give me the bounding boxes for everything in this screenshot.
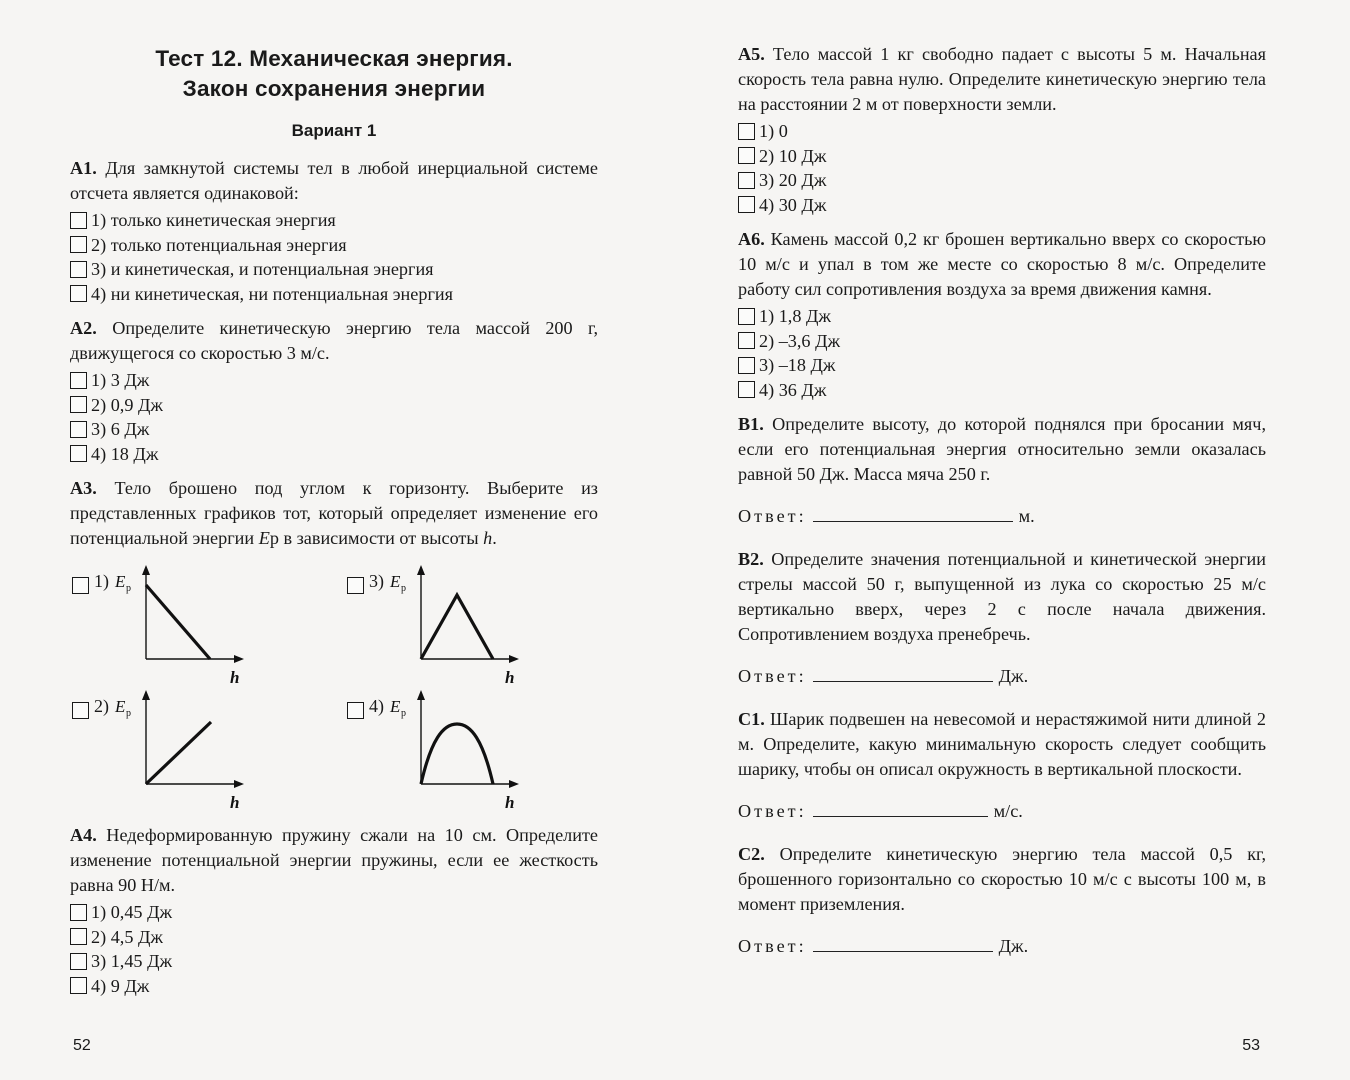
option[interactable]: 4) 30 Дж [738,193,1266,218]
options-list [70,208,598,306]
question-text: А1. Для замкнутой системы тел в любой инерциальной системе отсчета является одинаковой: [70,158,598,203]
question-a3 [70,476,598,812]
options-list [738,119,1266,217]
option[interactable]: 2) только потенциальная энергия [70,233,598,258]
checkbox[interactable] [72,577,89,594]
option[interactable]: 1) 0 [738,119,1266,144]
question-text: В1. Определите высоту, до которой поднялся при бросании мяч, если его потенциальная энергия относительно земли оказалась равной 50 Дж. Масса мяча 250 г. [738,414,1266,484]
svg-text:E: E [115,572,126,591]
question-number: В2. [738,549,764,569]
checkbox[interactable] [72,702,89,719]
graph-option-3[interactable]: E р h 3) [345,565,545,675]
option[interactable]: 1) 3 Дж [70,368,598,393]
option[interactable]: 3) и кинетическая, и потенциальная энергия [70,257,598,282]
question-number: А1. [70,158,97,178]
option[interactable]: 1) 0,45 Дж [70,900,598,925]
answer-unit: Дж. [998,666,1029,686]
checkbox[interactable] [70,977,87,994]
checkbox[interactable] [70,421,87,438]
answer-label: Ответ: [738,936,807,956]
svg-text:E: E [390,697,401,716]
option[interactable]: 1) только кинетическая энергия [70,208,598,233]
question-b2 [738,547,1266,689]
graph-option-1[interactable]: E р h 1) [70,565,270,675]
question-a6 [738,227,1266,402]
option[interactable]: 2) 0,9 Дж [70,393,598,418]
question-a5 [738,42,1266,217]
checkbox[interactable] [70,261,87,278]
options-list [70,900,598,998]
test-title [70,44,598,104]
checkbox[interactable] [70,236,87,253]
checkbox[interactable] [738,172,755,189]
checkbox[interactable] [738,332,755,349]
page-number: 52 [73,1037,91,1054]
question-b1 [738,412,1266,529]
checkbox[interactable] [70,396,87,413]
svg-text:h: h [230,668,240,687]
question-text: С2. Определите кинетическую энергию тела массой 0,5 кг, брошенного горизонтально со скоростью 10 м/с с высоты 100 м, в момент приземления. [738,844,1266,914]
graph-options [70,559,598,812]
option[interactable]: 4) 36 Дж [738,378,1266,403]
answer-row [738,503,1266,529]
checkbox[interactable] [738,357,755,374]
svg-text:р: р [126,583,131,594]
answer-field[interactable] [813,798,988,817]
option[interactable]: 1) 1,8 Дж [738,304,1266,329]
question-number: С2. [738,844,765,864]
svg-text:h: h [230,793,240,812]
option[interactable]: 4) ни кинетическая, ни потенциальная энергия [70,282,598,307]
question-text: А5. Тело массой 1 кг свободно падает с высоты 5 м. Начальная скорость тела равна нулю. Определите кинетическую энергию тела на расстоянии 2 м от поверхности земли. [738,44,1266,114]
question-text: А3. Тело брошено под углом к горизонту. Выберите из представленных графиков тот, который определяет изменение его потенциальной энергии Eр в зависимости от высоты h. [70,478,598,548]
options-list [70,368,598,466]
graph-option-4[interactable]: E р h 4) [345,690,545,800]
question-number: А6. [738,229,765,249]
answer-unit: м/с. [993,801,1023,821]
variant-heading: Вариант 1 [291,121,377,140]
option[interactable]: 2) –3,6 Дж [738,329,1266,354]
svg-text:р: р [401,583,406,594]
right-page [738,0,1266,1080]
answer-unit: Дж. [998,936,1029,956]
option[interactable]: 2) 10 Дж [738,144,1266,169]
question-number: С1. [738,709,765,729]
answer-unit: м. [1018,506,1035,526]
question-text: А4. Недеформированную пружину сжали на 10 см. Определите изменение потенциальной энергии пружины, если ее жесткость равна 90 Н/м. [70,825,598,895]
left-page [70,0,598,1080]
answer-row [738,663,1266,689]
graph-option-2[interactable]: E р h 2) [70,690,270,800]
answer-field[interactable] [813,663,993,682]
question-number: В1. [738,414,764,434]
checkbox[interactable] [70,372,87,389]
page-number: 53 [1242,1037,1260,1054]
checkbox[interactable] [738,196,755,213]
answer-row [738,798,1266,824]
question-a4 [70,823,598,998]
checkbox[interactable] [70,445,87,462]
answer-row [738,933,1266,959]
answer-label: Ответ: [738,801,807,821]
answer-label: Ответ: [738,666,807,686]
option[interactable]: 4) 18 Дж [70,442,598,467]
svg-text:р: р [401,708,406,719]
option[interactable]: 3) –18 Дж [738,353,1266,378]
checkbox[interactable] [738,308,755,325]
option[interactable]: 3) 6 Дж [70,417,598,442]
checkbox[interactable] [70,904,87,921]
svg-text:h: h [505,668,515,687]
checkbox[interactable] [70,953,87,970]
question-a2 [70,316,598,466]
question-c2 [738,842,1266,959]
question-number: А5. [738,44,765,64]
option[interactable]: 3) 20 Дж [738,168,1266,193]
question-text: С1. Шарик подвешен на невесомой и нерастяжимой нити длиной 2 м. Определите, какую минимальную скорость следует сообщить шарику, чтобы он описал окружность в вертикальной плоскости. [738,709,1266,779]
answer-label: Ответ: [738,506,807,526]
answer-field[interactable] [813,933,993,952]
checkbox[interactable] [70,212,87,229]
question-number: А2. [70,318,97,338]
checkbox[interactable] [347,702,364,719]
svg-text:h: h [505,793,515,812]
checkbox[interactable] [70,928,87,945]
title-line-2: Закон сохранения энергии [182,76,486,101]
options-list [738,304,1266,402]
option[interactable]: 2) 4,5 Дж [70,925,598,950]
option[interactable]: 3) 1,45 Дж [70,949,598,974]
question-number: А4. [70,825,97,845]
svg-text:E: E [390,572,401,591]
title-line-1: Тест 12. Механическая энергия. [155,46,513,71]
question-text: В2. Определите значения потенциальной и кинетической энергии стрелы массой 50 г, выпущенной из лука со скоростью 25 м/с вертикально вверх, через 2 с после начала движения. Сопротивлением воздуха пренебречь. [738,549,1266,644]
checkbox[interactable] [738,147,755,164]
question-text: А6. Камень массой 0,2 кг брошен вертикально вверх со скоростью 10 м/с и упал в том же месте со скоростью 8 м/с. Определите работу сил сопротивления воздуха за время движения камня. [738,229,1266,299]
checkbox[interactable] [738,381,755,398]
svg-text:E: E [115,697,126,716]
question-text: А2. Определите кинетическую энергию тела массой 200 г, движущегося со скоростью 3 м/с. [70,318,598,363]
svg-text:р: р [126,708,131,719]
checkbox[interactable] [347,577,364,594]
checkbox[interactable] [738,123,755,140]
checkbox[interactable] [70,285,87,302]
option[interactable]: 4) 9 Дж [70,974,598,999]
question-number: А3. [70,478,97,498]
question-c1 [738,707,1266,824]
answer-field[interactable] [813,503,1013,522]
question-a1 [70,156,598,306]
